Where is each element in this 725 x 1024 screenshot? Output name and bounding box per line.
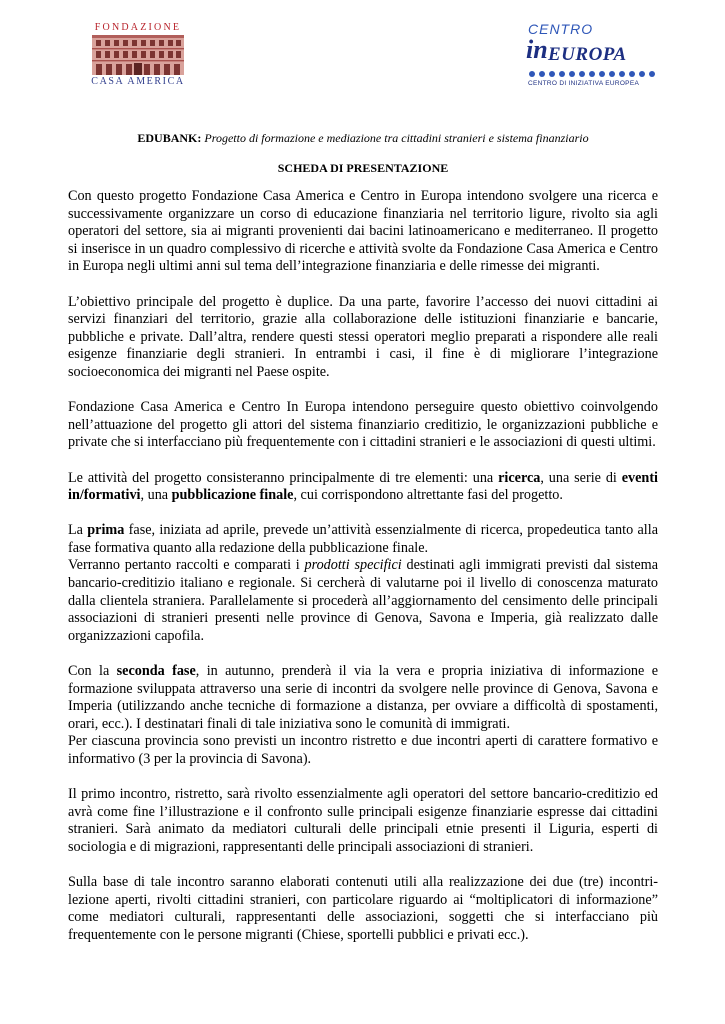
dots-decoration-icon	[528, 70, 658, 78]
text-run: Con la	[68, 663, 117, 680]
document-body	[68, 188, 658, 962]
paragraph-intro: Con questo progetto Fondazione Casa America e Centro in Europa intendono svolgere una ricerca e successivamente organizzare un corso di educazione finanziaria nel territorio ligure, rivolto sia agli operatori del settore, sia ai migranti provenienti dai bacini latinoamericano e mediterraneo. Il progetto si inserisce in un quadro complessivo di ricerche e attività svolte da Fondazione Casa America e Centro in Europa negli ultimi anni sul tema dell’integrazione finanziaria e delle rimesse dei migranti.	[68, 188, 658, 275]
logo-bottom-text: CASA AMERICA	[91, 76, 185, 87]
text-run: , una serie di	[540, 469, 622, 486]
italic-term: prodotti specifici	[304, 557, 402, 574]
bold-term: eventi in/formativi	[68, 469, 658, 504]
text-run: Le attività del progetto consisteranno principalmente di tre elementi: una	[68, 469, 499, 486]
bold-term: seconda fase	[116, 663, 196, 680]
bold-term: pubblicazione finale	[171, 487, 294, 504]
bold-term: ricerca	[498, 469, 541, 486]
document-title	[68, 130, 658, 146]
document-subtitle: SCHEDA DI PRESENTAZIONE	[277, 161, 449, 175]
text-run: La	[68, 522, 88, 539]
text-run: , cui corrispondono altrettante fasi del progetto.	[293, 487, 563, 504]
logo-in-text: in	[526, 35, 548, 64]
paragraph-open-lessons: Sulla base di tale incontro saranno elaborati contenuti utili alla realizzazione dei due (tre) incontri-lezione aperti, rivolti cittadini stranieri, con particolare riguardo ai “moltiplicatori di informazione” come mediatori culturali, rappresentanti delle associazioni, soggetti che si interfacciano più frequentemente con le persone migranti (Chiese, sportelli pubblici e privati ecc.).	[68, 874, 658, 943]
centro-in-europa-logo	[524, 22, 664, 96]
text-run: destinati agli immigrati previsti dal sistema bancario-creditizio italiano e regionale. Si cercherà di valutarne poi il livello di conoscenza maturato dalla clientela straniera. Parallelamente si procederà all’aggiornamento del censimento delle principali associazioni di stranieri presenti nelle province di Genova, Savona e Imperia, già realizzato dalle organizzazioni capofila.	[68, 557, 658, 644]
paragraph-second-phase-detail: Per ciascuna provincia sono previsti un incontro ristretto e due incontri aperti di carattere formativo e informativo (3 per la provincia di Savona).	[68, 733, 658, 767]
text-run: fase, iniziata ad aprile, prevede un’attività essenzialmente di ricerca, propedeutica tanto alla fase formativa quanto alla redazione della pubblicazione finale.	[68, 522, 658, 556]
paragraph-first-phase-detail	[68, 557, 658, 645]
text-run: Verranno pertanto raccolti e comparati i	[68, 557, 305, 574]
logo-centro-text: CENTRO	[528, 21, 594, 37]
paragraph-objective: L’obiettivo principale del progetto è duplice. Da una parte, favorire l’accesso dei nuovi cittadini ai servizi finanziari del territorio, grazie alla collaborazione delle istituzioni finanziarie e bancarie, pubbliche e private. Dall’altra, rendere questi stessi operatori meglio preparati a rispondere alle reali esigenze finanziarie degli stranieri. In entrambi i casi, il fine è di migliorare l’integrazione socioeconomica dei migranti nel Paese ospite.	[68, 293, 658, 380]
text-run: , in autunno, prenderà il via la vera e propria iniziativa di informazione e formazione sviluppata attraverso una serie di incontri da svolgere nelle province di Genova, Savona e Imperia (utilizzando anche tecniche di formazione a distanza, per ovviare a difficoltà di spostamenti, orari, ecc.). I destinatari finali di tale iniziativa sono le comunità di immigrati.	[68, 663, 658, 732]
paragraph-first-meeting: Il primo incontro, ristretto, sarà rivolto essenzialmente agli operatori del settore bancario-creditizio ed avrà come fine l’illustrazione e il confronto sulle principali esigenze finanziarie espresse dai cittadini stranieri. Sarà animato da mediatori culturali delle principali etnie presenti il Liguria, esperti di sociologia e di migrazioni, rappresentanti delle principali associazioni di stranieri.	[68, 786, 658, 855]
paragraph-actors: Fondazione Casa America e Centro In Europa intendono perseguire questo obiettivo coinvolgendo nell’attuazione del progetto gli attori del sistema finanziario creditizio, le organizzazioni pubbliche e private che si interfacciano più frequentemente con i cittadini stranieri e le associazioni di questi ultimi.	[68, 399, 658, 451]
paragraph-activities	[68, 470, 658, 505]
title-prefix: EDUBANK:	[137, 131, 202, 145]
paragraph-first-phase	[68, 522, 658, 557]
bold-term: prima	[87, 522, 125, 539]
logo-subtitle: CENTRO DI INIZIATIVA EUROPEA	[528, 80, 640, 87]
text-run: , una	[140, 487, 172, 504]
building-icon	[92, 35, 184, 75]
logo-top-text: FONDAZIONE	[94, 22, 182, 33]
title-text: Progetto di formazione e mediazione tra cittadini stranieri e sistema finanziario	[204, 131, 589, 145]
fondazione-casa-america-logo	[90, 22, 186, 86]
paragraph-second-phase	[68, 663, 658, 733]
logo-europa-text: EUROPA	[548, 44, 627, 65]
